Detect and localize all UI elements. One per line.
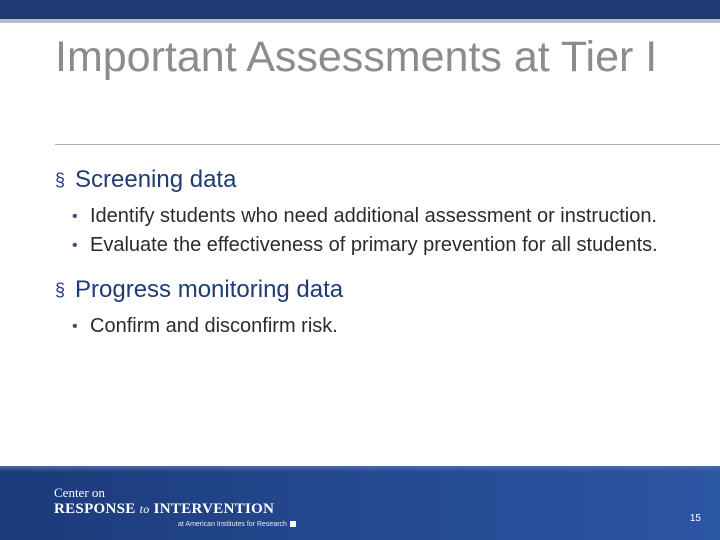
slide-title: Important Assessments at Tier I [55, 33, 658, 81]
rti-logo [54, 485, 324, 533]
page-number: 15 [689, 513, 701, 524]
header-bar [0, 0, 720, 19]
dot-bullet-icon: • [72, 237, 78, 254]
sub-bullet [55, 231, 710, 260]
bullet-list [55, 163, 710, 341]
section-bullet-icon: § [55, 280, 66, 300]
section-bullet-icon: § [55, 170, 66, 190]
header-stripe [0, 19, 720, 23]
sub-bullet [55, 202, 710, 231]
logo-center-on: Center on [54, 485, 105, 500]
logo-subtitle: at American Institutes for Research [178, 520, 296, 529]
dot-bullet-icon: • [72, 318, 78, 335]
footer-bar [0, 466, 720, 540]
title-divider [55, 144, 720, 145]
bullet-progress-monitoring [55, 275, 710, 305]
logo-title: RESPONSE to INTERVENTION [54, 501, 275, 517]
bullet-text: Screening data [75, 166, 237, 193]
sub-bullet-text: Identify students who need additional assessment or instruction. [90, 205, 657, 227]
sub-bullet [55, 312, 710, 341]
sub-bullet-text: Evaluate the effectiveness of primary prevention for all students. [90, 234, 658, 256]
square-icon [290, 521, 296, 527]
bullet-screening [55, 165, 710, 195]
bullet-text: Progress monitoring data [75, 276, 344, 303]
dot-bullet-icon: • [72, 208, 78, 225]
sub-bullet-text: Confirm and disconfirm risk. [90, 315, 338, 337]
